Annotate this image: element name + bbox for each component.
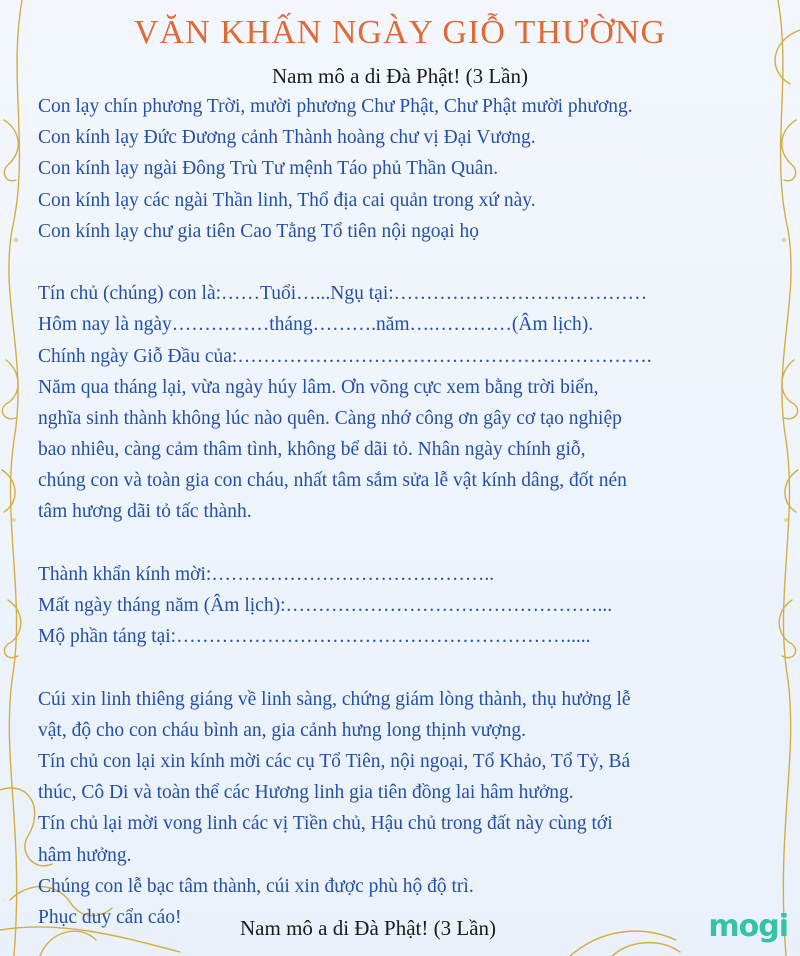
prayer-line: Tín chủ con lại xin kính mời các cụ Tổ Tiên, nội ngoại, Tổ Khảo, Tổ Tỷ, Bá xyxy=(38,750,631,772)
page-title: VĂN KHẤN NGÀY GIỖ THƯỜNG xyxy=(133,14,666,51)
blank-line xyxy=(38,652,766,683)
prayer-line: Năm qua tháng lại, vừa ngày húy lâm. Ơn võng cực xem bằng trời biển, xyxy=(38,376,599,398)
brand-logo: mogi xyxy=(708,909,788,944)
opening-invocation: Nam mô a di Đà Phật! (3 Lần) xyxy=(271,64,528,88)
prayer-line: Thành khẩn kính mời:…………………………………….. xyxy=(38,563,495,585)
prayer-line: Mộ phần táng tại:……………………………………………………..... xyxy=(38,626,591,648)
prayer-line: thúc, Cô Di và toàn thể các Hương linh gia tiên đồng lai hâm hưởng. xyxy=(38,782,574,804)
prayer-line: Con kính lạy chư gia tiên Cao Tằng Tổ tiên nội ngoại họ xyxy=(38,220,479,242)
prayer-line: hâm hưởng. xyxy=(38,844,132,866)
prayer-line: Con lạy chín phương Trời, mười phương Chư Phật, Chư Phật mười phương. xyxy=(38,96,633,117)
prayer-line: Cúi xin linh thiêng giáng về linh sàng, chứng giám lòng thành, thụ hưởng lễ xyxy=(38,688,631,710)
prayer-line: Chúng con lễ bạc tâm thành, cúi xin được phù hộ độ trì. xyxy=(38,875,474,897)
prayer-line: nghĩa sinh thành không lúc nào quên. Càng nhớ công ơn gây cơ tạo nghiệp xyxy=(38,407,622,429)
prayer-line: Hôm nay là ngày……………tháng……….năm….…………(Âm lịch). xyxy=(38,314,594,336)
prayer-line: Phục duy cẩn cáo! xyxy=(38,906,182,928)
blank-line xyxy=(38,528,766,559)
prayer-body xyxy=(38,91,766,933)
prayer-line: bao nhiêu, càng cảm thâm tình, không bể dãi tỏ. Nhân ngày chính giỗ, xyxy=(38,439,586,461)
prayer-line: Chính ngày Giỗ Đầu của:………………………………………………………. xyxy=(38,345,652,367)
prayer-line: Con kính lạy Đức Đương cảnh Thành hoàng chư vị Đại Vương. xyxy=(38,127,536,149)
prayer-line: Con kính lạy ngài Đông Trù Tư mệnh Táo phủ Thần Quân. xyxy=(38,158,499,180)
prayer-line: Tín chủ (chúng) con là:……Tuổi…...Ngụ tại:………………………………… xyxy=(38,283,648,305)
prayer-line: Mất ngày tháng năm (Âm lịch):…………………………………………... xyxy=(38,595,613,616)
prayer-line: Con kính lạy các ngài Thần linh, Thổ địa cai quản trong xứ này. xyxy=(38,189,536,211)
prayer-line: Tín chủ lại mời vong linh các vị Tiền chủ, Hậu chủ trong đất này cùng tới xyxy=(38,813,613,835)
prayer-line: tâm hương dãi tỏ tấc thành. xyxy=(38,501,252,523)
prayer-line: chúng con và toàn gia con cháu, nhất tâm sắm sửa lễ vật kính dâng, đốt nén xyxy=(38,470,627,492)
blank-line xyxy=(38,247,766,278)
closing-invocation: Nam mô a di Đà Phật! (3 Lần) xyxy=(240,916,497,940)
prayer-line: vật, độ cho con cháu bình an, gia cảnh hưng long thịnh vượng. xyxy=(38,719,526,741)
